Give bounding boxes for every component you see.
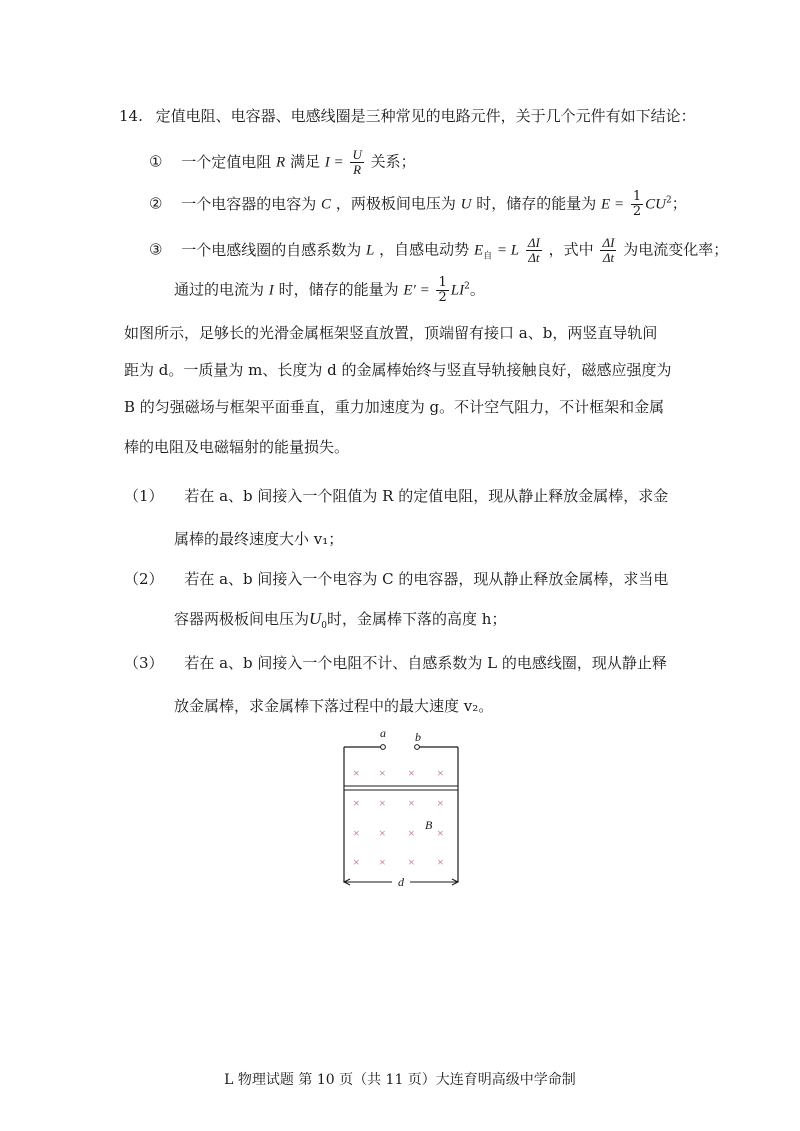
frac-num: 1 [438, 275, 447, 290]
terminal-a [381, 745, 386, 750]
cross: × [437, 796, 444, 810]
question-header [119, 106, 696, 126]
item-3-text-a: 一个电感线圈的自感系数为 [181, 240, 362, 259]
cross: × [437, 826, 444, 840]
frac-num: ΔI [602, 235, 615, 250]
paragraph-line-4: 棒的电阻及电磁辐射的能量损失。 [124, 438, 350, 456]
item-3-line2-fraction [436, 276, 448, 305]
item-3-marker: ③ [149, 240, 163, 259]
item-1-fraction [350, 148, 363, 177]
item-3-line2-formula-lhs: E′ = [403, 282, 430, 299]
item-3-line2-end: 。 [469, 280, 485, 299]
subquestion-1-cont: 属棒的最终速度大小 v₁； [174, 530, 344, 548]
cross: × [353, 766, 360, 780]
paragraph-line-3: B 的匀强磁场与框架平面垂直，重力加速度为 g。不计空气阻力，不计框架和金属 [124, 398, 665, 416]
item-3-var-l: L [366, 242, 375, 259]
subquestion-2-cont [174, 609, 506, 636]
item-3-line-2 [174, 276, 485, 305]
item-2-text-b: ，两极板间电压为 [335, 194, 456, 213]
subquestion-3-line1: 若在 a、b 间接入一个电阻不计、自感系数为 L 的电感线圈，现从静止释 [184, 654, 667, 672]
label-b: b [415, 730, 421, 744]
item-3-line2-sup: 2 [464, 281, 470, 292]
item-3 [149, 236, 728, 267]
item-3-emf-sub: 自 [483, 251, 493, 262]
item-3-text-b: ，自感电动势 [379, 240, 470, 259]
item-3-fraction-2 [600, 236, 616, 265]
item-3-text-d: 为电流变化率； [623, 240, 729, 259]
question-number: 14. [119, 107, 143, 125]
item-2-var-u: U [460, 196, 472, 213]
cross: × [408, 826, 415, 840]
label-d: d [398, 875, 404, 889]
item-1-mid: 满足 [289, 152, 320, 171]
subquestion-3 [124, 653, 667, 673]
item-2-marker: ② [149, 194, 163, 213]
frac-den: Δt [528, 250, 540, 265]
item-3-line2-text-a: 通过的电流为 [174, 280, 265, 299]
item-1-text: 一个定值电阻 [181, 152, 272, 171]
cross: × [379, 796, 386, 810]
subquestion-2-line2b: 时，金属棒下落的高度 h； [327, 610, 507, 628]
frac-den: R [353, 162, 362, 177]
cross: × [379, 766, 386, 780]
cross: × [437, 855, 444, 869]
paragraph-line-2: 距为 d。一质量为 m、长度为 d 的金属棒始终与竖直导轨接触良好，磁感应强度为 [124, 361, 672, 379]
item-3-eq: = L [496, 242, 520, 259]
item-2-end: ； [671, 194, 687, 213]
item-2-text-c: 时，储存的能量为 [476, 194, 597, 213]
item-1 [149, 148, 416, 177]
subquestion-2 [124, 569, 668, 589]
subquestion-1-line1: 若在 a、b 间接入一个阻值为 R 的定值电阻，现从静止释放金属棒，求金 [184, 487, 669, 505]
paragraph-line-1: 如图所示，足够长的光滑金属框架竖直放置，顶端留有接口 a、b，两竖直导轨间 [124, 324, 658, 342]
item-2-sup: 2 [666, 195, 672, 206]
cross: × [379, 826, 386, 840]
cross: × [437, 766, 444, 780]
item-2-var-c: C [321, 196, 332, 213]
circuit-figure [330, 725, 470, 895]
subquestion-1 [124, 486, 668, 506]
item-1-after: 关系； [370, 152, 416, 171]
frac-num: ΔI [527, 235, 540, 250]
subquestion-2-label: （2） [124, 570, 164, 588]
item-3-emf: E [473, 242, 484, 259]
cross: × [408, 796, 415, 810]
subquestion-1-label: （1） [124, 487, 164, 505]
subquestion-3-label: （3） [124, 654, 164, 672]
item-3-line2-text-b: 时，储存的能量为 [278, 280, 399, 299]
frac-den: Δt [602, 250, 615, 265]
item-2-text-a: 一个电容器的电容为 [181, 194, 317, 213]
cross: × [353, 855, 360, 869]
frac-den: 2 [632, 204, 642, 219]
item-1-var: R [276, 154, 286, 171]
label-a: a [380, 726, 386, 740]
item-1-marker: ① [149, 152, 163, 171]
frac-num: U [352, 147, 362, 162]
question-intro: 定值电阻、电容器、电感线圈是三种常见的电路元件，关于几个元件有如下结论： [155, 107, 696, 125]
cross: × [353, 796, 360, 810]
cross: × [353, 826, 360, 840]
item-3-fraction [526, 236, 542, 265]
item-1-formula-lhs: I = [324, 154, 344, 171]
item-3-line2-var-i: I [268, 282, 274, 299]
item-2-formula-rhs: CU [645, 196, 666, 213]
subquestion-3-cont: 放金属棒，求金属棒下落过程中的最大速度 v₂。 [174, 697, 494, 715]
label-B: B [425, 818, 433, 832]
subquestion-2-var: U [309, 609, 322, 628]
cross: × [408, 855, 415, 869]
frac-den: 2 [438, 290, 447, 305]
metal-rod [344, 786, 458, 790]
item-2-fraction [631, 190, 643, 219]
cross: × [408, 766, 415, 780]
subquestion-2-line1: 若在 a、b 间接入一个电容为 C 的电容器，现从静止释放金属棒，求当电 [184, 570, 669, 588]
subquestion-2-line2a: 容器两极板间电压为 [174, 610, 310, 628]
frac-num: 1 [632, 189, 642, 204]
item-2 [149, 190, 687, 219]
page-footer: L 物理试题 第 10 页（共 11 页）大连育明高级中学命制 [224, 1072, 576, 1088]
item-3-line2-formula-rhs: LI [450, 282, 465, 299]
item-3-text-c: ，式中 [548, 240, 594, 259]
item-2-formula-lhs: E = [601, 196, 625, 213]
terminal-b [415, 745, 420, 750]
subquestion-2-sub: 0 [321, 621, 328, 631]
cross: × [379, 855, 386, 869]
